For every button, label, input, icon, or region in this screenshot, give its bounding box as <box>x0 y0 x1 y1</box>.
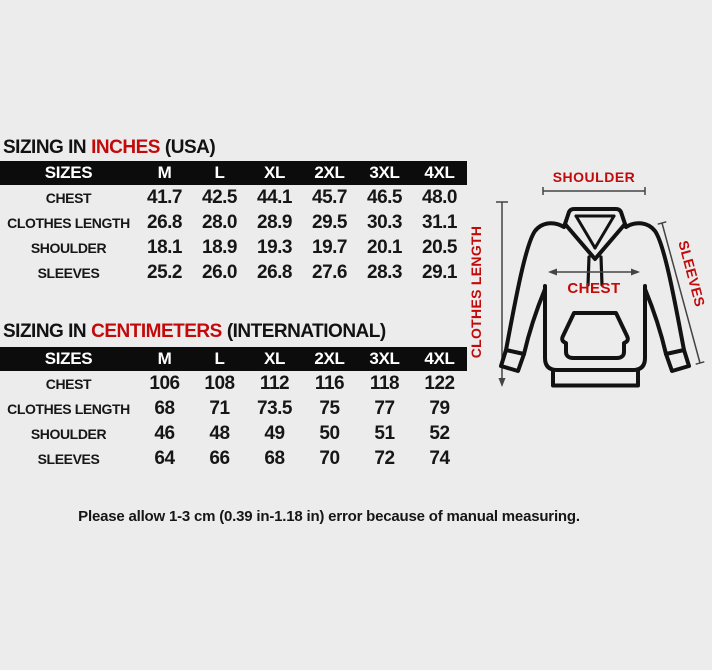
size-value: 108 <box>204 372 235 394</box>
title-suffix: (INTERNATIONAL) <box>226 321 386 342</box>
row-label: SHOULDER <box>30 239 107 256</box>
size-value: 46.5 <box>367 186 402 208</box>
table-row <box>0 260 467 285</box>
chest-measure-arrow <box>548 269 640 276</box>
size-value: 122 <box>424 372 455 394</box>
size-value: 48 <box>209 422 230 444</box>
header-cell: XL <box>263 349 286 368</box>
header-cell: L <box>214 163 225 182</box>
table-row <box>0 210 467 235</box>
title-prefix: SIZING IN <box>3 321 87 342</box>
size-value: 18.1 <box>147 236 182 258</box>
size-value: 27.6 <box>312 261 347 283</box>
size-value: 46 <box>154 422 175 444</box>
shoulder-measure-line <box>543 187 645 195</box>
size-value: 26.0 <box>202 261 237 283</box>
row-label: SLEEVES <box>37 264 100 281</box>
header-cell: 4XL <box>424 349 455 368</box>
row-label: SHOULDER <box>30 425 107 442</box>
size-value: 18.9 <box>202 236 237 258</box>
size-value: 64 <box>154 447 175 469</box>
cm-size-table <box>0 347 467 471</box>
shoulder-label: SHOULDER <box>552 169 636 185</box>
title-suffix: (USA) <box>164 137 216 158</box>
size-value: 74 <box>429 447 450 469</box>
inches-section-title <box>3 137 215 159</box>
size-value: 49 <box>264 422 285 444</box>
table-header-row <box>0 161 467 185</box>
size-value: 31.1 <box>422 211 457 233</box>
header-cell: SIZES <box>44 349 93 368</box>
size-value: 75 <box>319 397 340 419</box>
size-value: 50 <box>319 422 340 444</box>
size-value: 118 <box>369 372 400 394</box>
size-value: 68 <box>154 397 175 419</box>
size-value: 26.8 <box>257 261 292 283</box>
row-label: CLOTHES LENGTH <box>7 400 130 417</box>
row-label: CHEST <box>45 189 92 206</box>
header-cell: XL <box>263 163 286 182</box>
size-value: 44.1 <box>257 186 292 208</box>
size-value: 116 <box>314 372 345 394</box>
size-value: 19.7 <box>312 236 347 258</box>
size-value: 106 <box>149 372 180 394</box>
table-row <box>0 396 467 421</box>
size-value: 30.3 <box>367 211 402 233</box>
size-value: 52 <box>429 422 450 444</box>
hoodie-measurement-diagram <box>448 158 712 408</box>
table-row <box>0 235 467 260</box>
hoodie-outline-drawing <box>501 209 689 386</box>
size-value: 26.8 <box>147 211 182 233</box>
header-cell: 3XL <box>369 163 400 182</box>
size-value: 70 <box>319 447 340 469</box>
inches-size-table <box>0 161 467 285</box>
size-value: 42.5 <box>202 186 237 208</box>
header-cell: SIZES <box>44 163 93 182</box>
row-label: SLEEVES <box>37 450 100 467</box>
size-value: 20.5 <box>422 236 457 258</box>
size-value: 48.0 <box>422 186 457 208</box>
title-unit-highlight: INCHES <box>91 137 160 158</box>
title-unit-highlight: CENTIMETERS <box>91 321 222 342</box>
size-value: 51 <box>374 422 395 444</box>
size-value: 112 <box>259 372 290 394</box>
size-value: 79 <box>429 397 450 419</box>
chest-label: CHEST <box>567 280 621 297</box>
title-prefix: SIZING IN <box>3 137 87 158</box>
header-cell: 4XL <box>424 163 455 182</box>
sleeves-label: SLEEVES <box>675 238 709 309</box>
header-cell: 3XL <box>369 349 400 368</box>
size-value: 28.3 <box>367 261 402 283</box>
size-value: 20.1 <box>367 236 402 258</box>
table-row <box>0 371 467 396</box>
header-cell: 2XL <box>314 163 345 182</box>
size-value: 72 <box>374 447 395 469</box>
header-cell: M <box>157 163 172 182</box>
row-label: CLOTHES LENGTH <box>7 214 130 231</box>
row-label: CHEST <box>45 375 92 392</box>
cm-section-title <box>3 321 386 343</box>
header-cell: M <box>157 349 172 368</box>
size-value: 71 <box>209 397 230 419</box>
size-value: 41.7 <box>147 186 182 208</box>
size-value: 19.3 <box>257 236 292 258</box>
size-value: 66 <box>209 447 230 469</box>
clothes-length-label: CLOTHES LENGTH <box>468 225 484 359</box>
table-row <box>0 421 467 446</box>
header-cell: 2XL <box>314 349 345 368</box>
measuring-error-note: Please allow 1-3 cm (0.39 in-1.18 in) error because of manual measuring. <box>78 508 580 525</box>
table-row <box>0 446 467 471</box>
header-cell: L <box>214 349 225 368</box>
table-row <box>0 185 467 210</box>
size-value: 68 <box>264 447 285 469</box>
size-value: 29.1 <box>422 261 457 283</box>
table-header-row <box>0 347 467 371</box>
size-value: 29.5 <box>312 211 347 233</box>
size-value: 77 <box>374 397 395 419</box>
size-value: 25.2 <box>147 261 182 283</box>
size-value: 73.5 <box>257 397 292 419</box>
size-value: 28.9 <box>257 211 292 233</box>
size-value: 45.7 <box>312 186 347 208</box>
size-value: 28.0 <box>202 211 237 233</box>
